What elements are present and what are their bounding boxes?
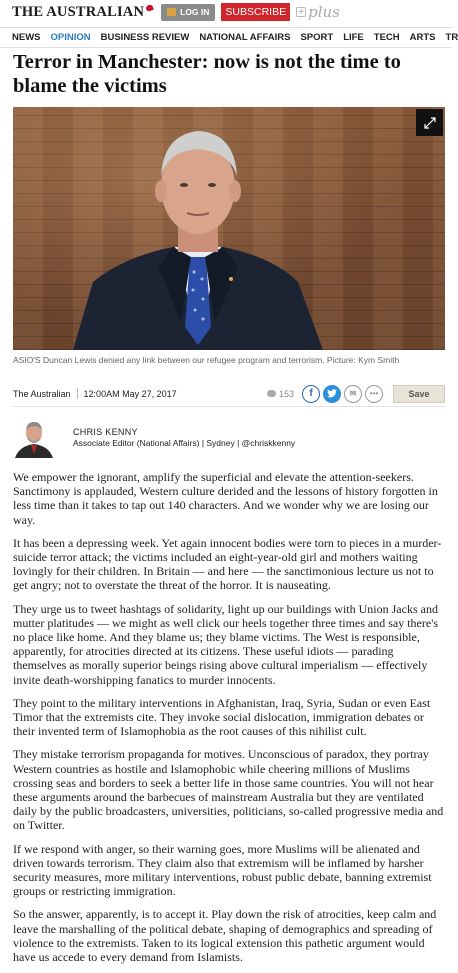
nav-item-national-affairs[interactable]: NATIONAL AFFAIRS: [199, 32, 291, 43]
top-bar: [0, 0, 451, 24]
author-role: Associate Editor (National Affairs) | Sydney | @chriskkenny: [73, 437, 296, 448]
author-byline: [13, 415, 445, 459]
article-paragraph: They point to the military interventions in Afghanistan, Iraq, Syria, Sudan or even East Timor that the extremists cite. They invoke social dislocation, immigration debates or their invented term of Islamophobia as the root causes of this nihilist cult.: [13, 695, 431, 739]
article-paragraph: They mistake terrorism propaganda for motives. Unconscious of paradox, they portray Western countries as hostile and Islamophobic while cheering millions of Muslims crossing seas and borders to seek a better life in those same countries. You will not hear these arguments around the barbecues of mainstream Australia but they are ventilated daily by the public broadcasters, universities, politicians, so-called progressive media and on Twitter.: [13, 747, 444, 833]
portrait-figure: [63, 107, 333, 350]
nav-item-news[interactable]: NEWS: [12, 32, 41, 43]
nav-item-tech[interactable]: TECH: [373, 32, 400, 43]
meta-divider: [77, 388, 78, 399]
article-meta-bar: [13, 381, 445, 407]
nav-item-business-review[interactable]: BUSINESS REVIEW: [100, 32, 190, 43]
article-body: [13, 470, 445, 973]
article-source[interactable]: The Australian: [13, 388, 71, 399]
plus-link[interactable]: [296, 3, 340, 21]
login-label: LOG IN: [180, 7, 210, 17]
article-paragraph: If we respond with anger, so their warning goes, more Muslims will be alienated and driven towards terrorism. They claim also that extremism will be inflamed by harsher security measures, more military interventions, robust public debate, banning extremist groups or restricting immigration.: [13, 841, 432, 899]
article-paragraph: We empower the ignorant, amplify the superficial and elevate the attention-seekers. Sanctimony is applauded, Western culture derided and the lessons of history forgotten in less time than it takes to tap out 140 characters. And we wonder why we are losing our way.: [13, 470, 438, 527]
hero-image: [13, 107, 445, 350]
author-avatar[interactable]: [13, 416, 55, 458]
plus-label: plus: [308, 3, 340, 21]
nav-item-opinion[interactable]: OPINION: [50, 32, 91, 43]
nav-item-travel[interactable]: TR: [445, 32, 458, 43]
image-caption: ASIO'S Duncan Lewis denied any link between our refugee program and terrorism. Picture: Kym Smith: [13, 355, 400, 365]
section-nav: [0, 27, 458, 48]
expand-image-button[interactable]: [416, 109, 443, 136]
nav-item-sport[interactable]: SPORT: [300, 32, 334, 43]
login-button[interactable]: [161, 4, 215, 21]
nav-item-arts[interactable]: ARTS: [409, 32, 436, 43]
article-paragraph: So the answer, apparently, is to accept it. Play down the risk of atrocities, keep calm and leave the marshalling of the political debate, shaping of demographics and spreading of violence to the extremists. Taken to its logical extension this pathetic argument would have us accede to every demand from Islamists.: [13, 907, 437, 965]
article-date: 12:00AM May 27, 2017: [83, 388, 177, 399]
author-name[interactable]: CHRIS KENNY: [73, 426, 138, 437]
lock-icon: [167, 8, 176, 16]
article-paragraph: They urge us to tweet hashtags of solidarity, light up our buildings with Union Jacks and mutter platitudes — we might as well click our heels together three times and say there's no place like home. And they blame us; they blame victims. The West is responsible, apparently, for atrocities directed at its citizens. These useful idiots — parading themselves as morally superior beings rising above cultural imperialism — effectively invite death-worshipping fanatics to murder innocents.: [13, 601, 439, 687]
comment-icon: [267, 390, 276, 397]
article-headline: Terror in Manchester: now is not the time to blame the victims: [13, 51, 401, 97]
expand-icon: [424, 117, 436, 129]
twitter-share-icon[interactable]: [323, 385, 341, 403]
subscribe-button[interactable]: SUBSCRIBE: [221, 3, 290, 21]
masthead-logo[interactable]: THE AUSTRALIAN: [12, 3, 145, 20]
more-share-icon[interactable]: •••: [365, 385, 383, 403]
comment-count: 153: [278, 388, 294, 399]
facebook-share-icon[interactable]: f: [302, 385, 320, 403]
masthead-mark-icon: [145, 4, 154, 12]
nav-item-life[interactable]: LIFE: [343, 32, 364, 43]
save-button[interactable]: Save: [393, 385, 445, 403]
comments-link[interactable]: [267, 389, 294, 399]
plus-mark-icon: +: [297, 7, 305, 16]
email-share-icon[interactable]: ✉: [344, 385, 362, 403]
share-buttons: [302, 385, 383, 403]
article-paragraph: It has been a depressing week. Yet again innocent bodies were torn to pieces in a murder-suicide terror attack; the victims included an eight-year-old girl and mothers waiting lovingly for their children. In Britain — and here — the sanctimonious lecture us not to get angry; not to overstate the threat of the horror. It is nauseating.: [13, 535, 442, 593]
